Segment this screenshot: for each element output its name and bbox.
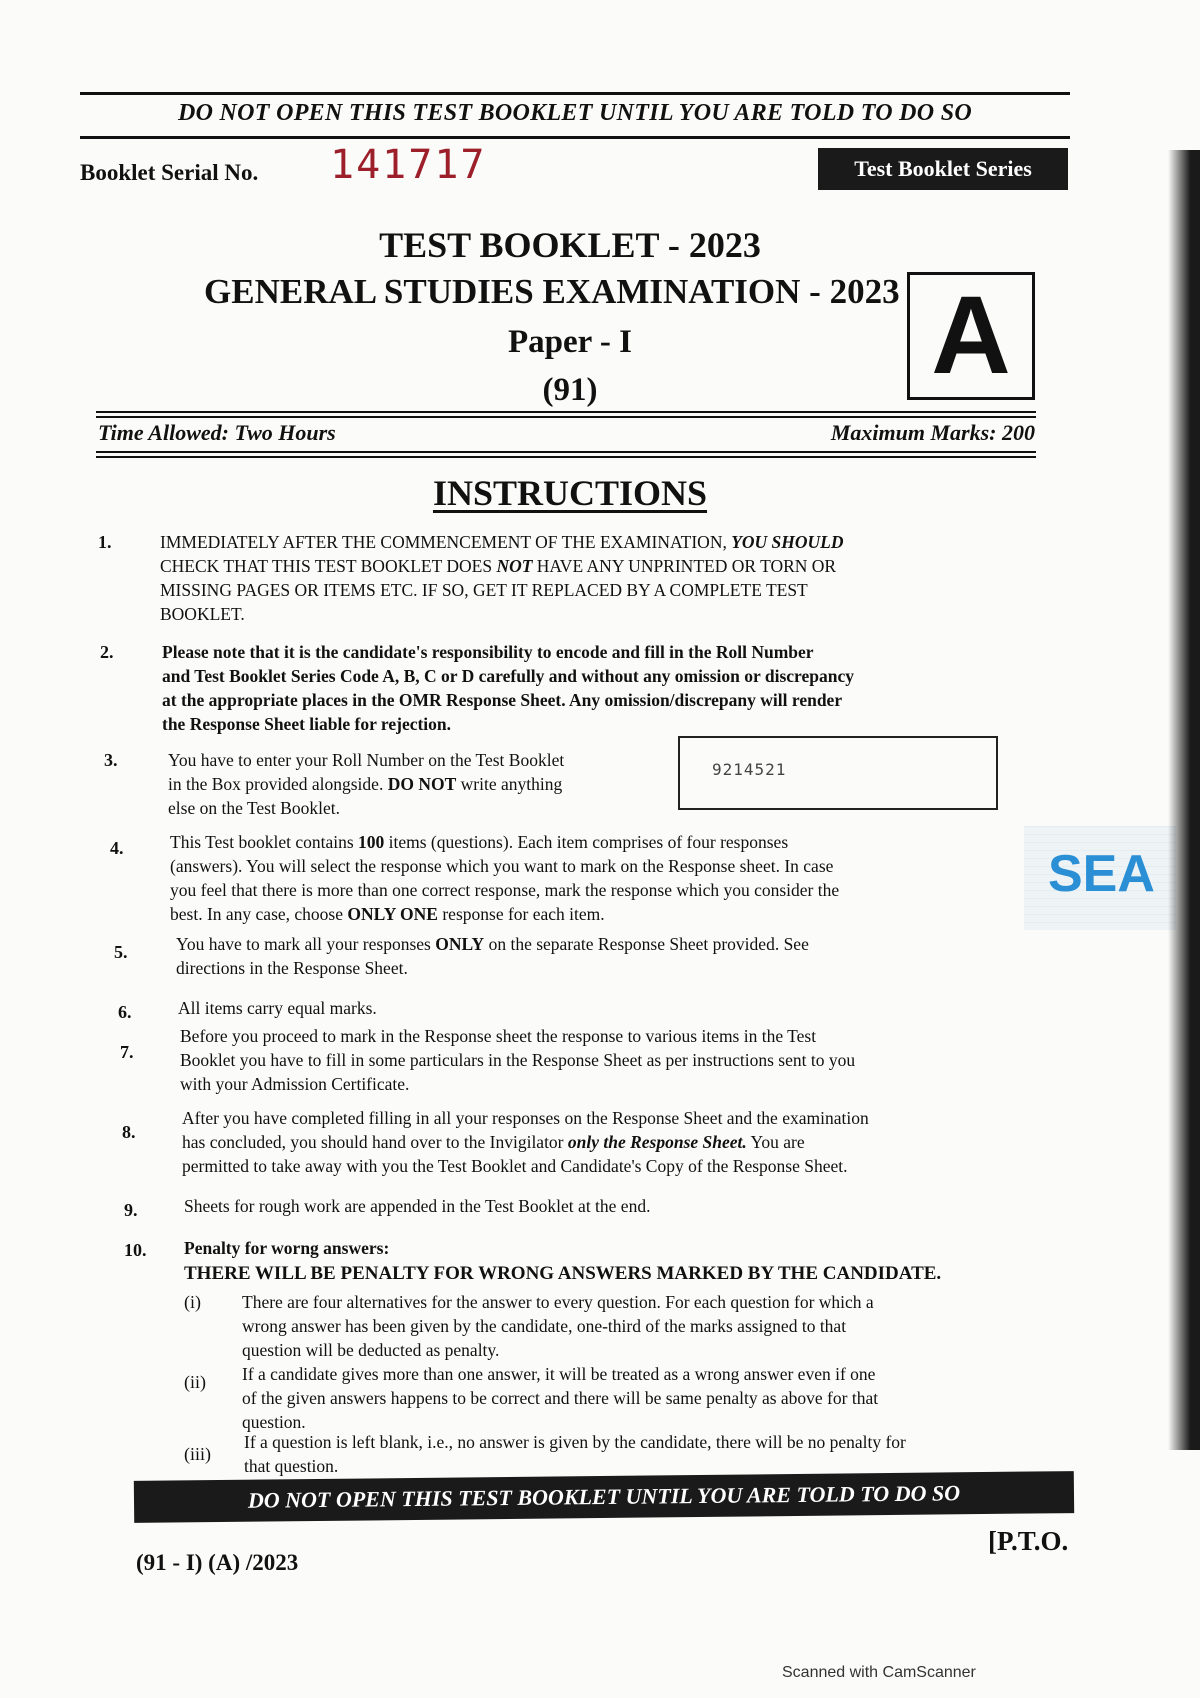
text: Please note that it is the candidate's responsibility to encode and fill in the Roll Number <box>162 642 814 662</box>
roll-number-value: 9214521 <box>712 760 787 779</box>
text: (answers). You will select the response which you want to mark on the Response sheet. In case <box>170 856 834 876</box>
text: You have to enter your Roll Number on the Test Booklet <box>168 750 565 770</box>
text: DO NOT <box>387 774 457 794</box>
text: else on the Test Booklet. <box>168 798 340 818</box>
text: you feel that there is more than one correct response, mark the response which you consider the <box>170 880 840 900</box>
penalty-i <box>242 1290 1062 1362</box>
text: at the appropriate places in the OMR Response Sheet. Any omission/discrepany will render <box>162 690 843 710</box>
instruction-3 <box>168 748 668 820</box>
text: directions in the Response Sheet. <box>176 958 408 978</box>
sub-number: (ii) <box>184 1372 206 1392</box>
text: HAVE ANY UNPRINTED OR TORN OR <box>532 556 837 576</box>
text: of the given answers happens to be correct and there will be same penalty as above for that <box>242 1388 879 1408</box>
text: Before you proceed to mark in the Response sheet the response to various items in the Test <box>180 1026 817 1046</box>
text: only the Response Sheet. <box>567 1132 747 1152</box>
text: You are <box>746 1132 805 1152</box>
text: NOT <box>496 556 533 576</box>
item-number: 1. <box>98 532 112 552</box>
series-code-box: A <box>907 272 1035 400</box>
instruction-7 <box>180 1024 1040 1096</box>
text: in the Box provided alongside. <box>168 774 388 794</box>
instruction-5 <box>176 932 996 980</box>
maximum-marks: Maximum Marks: 200 <box>830 420 1035 445</box>
serial-number: 141717 <box>330 142 487 188</box>
text: question. <box>242 1412 306 1432</box>
text: write anything <box>456 774 563 794</box>
meta-rule-3 <box>96 451 1036 453</box>
instruction-10 <box>184 1236 1064 1286</box>
meta-rule-4 <box>96 456 1036 458</box>
top-rule-1 <box>80 92 1070 95</box>
serial-label: Booklet Serial No. <box>80 160 259 185</box>
text: wrong answer has been given by the candidate, one-third of the marks assigned to that <box>242 1316 847 1336</box>
instruction-9 <box>184 1194 1004 1218</box>
item-number: 9. <box>124 1200 138 1220</box>
text: ONLY <box>435 934 485 954</box>
time-allowed: Time Allowed: Two Hours <box>98 420 336 445</box>
series-label: Test Booklet Series <box>818 148 1068 190</box>
top-warning: DO NOT OPEN THIS TEST BOOKLET UNTIL YOU ARE TOLD TO DO SO <box>177 100 973 126</box>
item-number: 4. <box>110 838 124 858</box>
penalty-caps: THERE WILL BE PENALTY FOR WRONG ANSWERS MARKED BY THE CANDIDATE. <box>184 1263 942 1284</box>
text: If a candidate gives more than one answer, it will be treated as a wrong answer even if one <box>242 1364 876 1384</box>
text: best. In any case, choose <box>170 904 348 924</box>
penalty-ii <box>242 1362 1072 1434</box>
text: response for each item. <box>437 904 605 924</box>
scanner-watermark: Scanned with CamScanner <box>782 1664 976 1681</box>
text: items (questions). Each item comprises of four responses <box>384 832 789 852</box>
item-number: 5. <box>114 942 128 962</box>
sub-number: (iii) <box>184 1444 211 1464</box>
instruction-2 <box>162 640 1042 736</box>
instruction-8 <box>182 1106 1042 1178</box>
text: the Response Sheet liable for rejection. <box>162 714 452 734</box>
stamp-logo <box>1024 826 1176 930</box>
item-number: 3. <box>104 750 118 770</box>
text: All items carry equal marks. <box>178 998 377 1018</box>
top-rule-2 <box>80 136 1070 139</box>
text: Sheets for rough work are appended in the Test Booklet at the end. <box>184 1196 651 1216</box>
booklet-code: (91 - I) (A) /2023 <box>136 1550 299 1575</box>
text: permitted to take away with you the Test Booklet and Candidate's Copy of the Response Sheet. <box>182 1156 848 1176</box>
instruction-6 <box>178 996 998 1020</box>
text: BOOKLET. <box>160 604 245 624</box>
text: Booklet you have to fill in some particulars in the Response Sheet as per instructions sent to you <box>180 1050 856 1070</box>
text: and Test Booklet Series Code A, B, C or D carefully and without any omission or discrepancy <box>162 666 854 686</box>
text: that question. <box>244 1456 339 1476</box>
page-edge-shadow <box>1168 150 1200 1450</box>
roll-number-box <box>678 736 998 810</box>
text: MISSING PAGES OR ITEMS ETC. IF SO, GET IT REPLACED BY A COMPLETE TEST <box>160 580 808 600</box>
meta-rule-1 <box>96 411 1036 413</box>
penalty-title: Penalty for worng answers: <box>184 1238 390 1258</box>
item-number: 10. <box>124 1240 147 1260</box>
text: CHECK THAT THIS TEST BOOKLET DOES <box>160 556 497 576</box>
item-number: 7. <box>120 1042 134 1062</box>
stamp-text: SEA <box>1048 845 1155 903</box>
text: You have to mark all your responses <box>176 934 436 954</box>
meta-rule-2 <box>96 416 1036 418</box>
instructions-heading: INSTRUCTIONS <box>432 473 708 513</box>
exam-title: GENERAL STUDIES EXAMINATION - 2023 <box>204 272 900 311</box>
bottom-warning: DO NOT OPEN THIS TEST BOOKLET UNTIL YOU ARE TOLD TO DO SO <box>134 1471 1074 1523</box>
instruction-4 <box>170 830 1010 926</box>
penalty-iii <box>244 1430 1074 1478</box>
text: After you have completed filling in all your responses on the Response Sheet and the examination <box>182 1108 869 1128</box>
text: on the separate Response Sheet provided. See <box>484 934 809 954</box>
pto-label: [P.T.O. <box>988 1526 1069 1556</box>
booklet-title: TEST BOOKLET - 2023 <box>379 225 761 265</box>
text: with your Admission Certificate. <box>180 1074 410 1094</box>
text: There are four alternatives for the answer to every question. For each question for which a <box>242 1292 874 1312</box>
paper-title: Paper - I <box>507 324 633 360</box>
text: YOU SHOULD <box>731 532 844 552</box>
paper-code: (91) <box>542 372 598 408</box>
text: has concluded, you should hand over to the Invigilator <box>182 1132 568 1152</box>
item-number: 2. <box>100 642 114 662</box>
text: IMMEDIATELY AFTER THE COMMENCEMENT OF THE EXAMINATION, <box>160 532 732 552</box>
item-number: 8. <box>122 1122 136 1142</box>
text: If a question is left blank, i.e., no answer is given by the candidate, there will be no penalty for <box>244 1432 906 1452</box>
text: question will be deducted as penalty. <box>242 1340 500 1360</box>
instruction-1 <box>160 530 1040 626</box>
text: ONLY ONE <box>347 904 438 924</box>
text: This Test booklet contains <box>170 832 359 852</box>
item-number: 6. <box>118 1002 132 1022</box>
sub-number: (i) <box>184 1292 201 1312</box>
text: 100 <box>358 832 385 852</box>
